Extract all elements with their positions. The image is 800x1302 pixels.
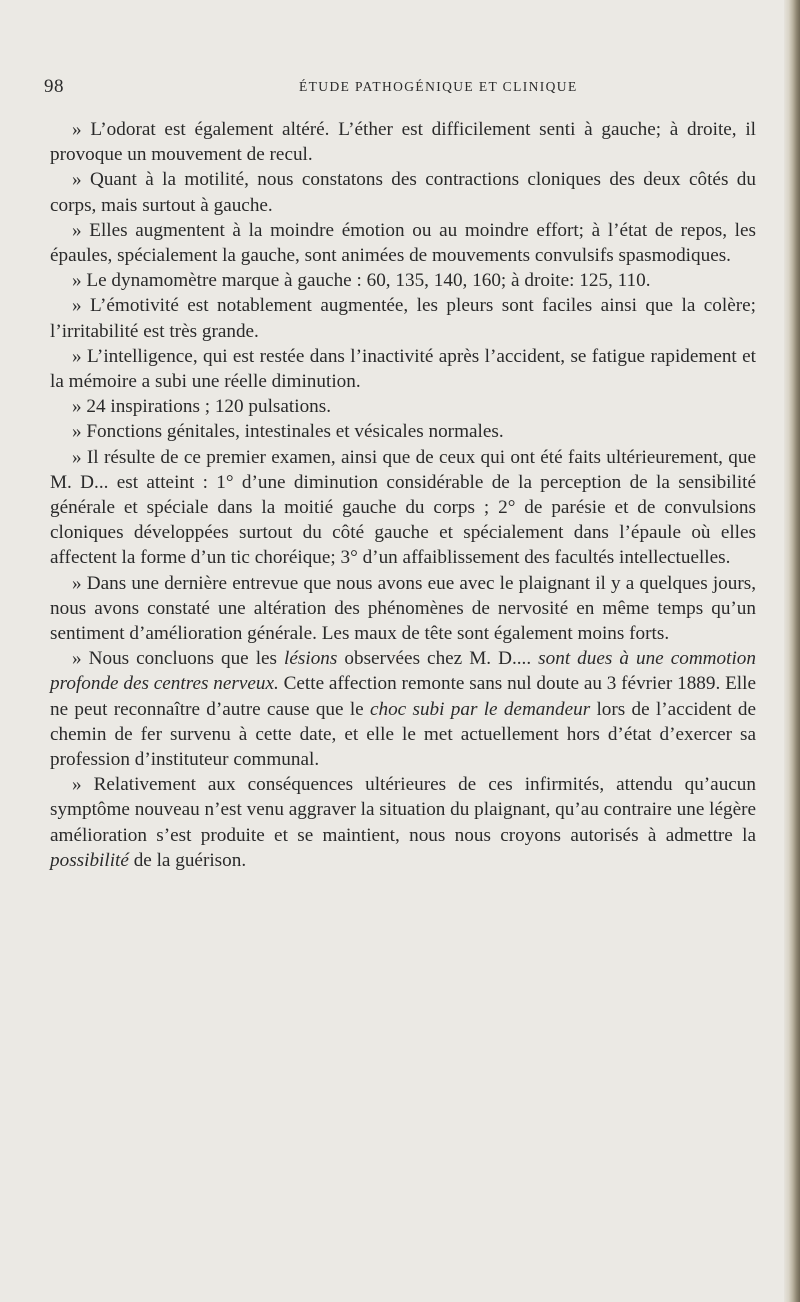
paragraph: » 24 inspirations ; 120 pulsations. — [72, 396, 332, 418]
paragraph: » L’odorat est également altéré. L’éther est difficilement senti à gauche; à droite, il provoque un mouvement de recul. — [50, 119, 756, 166]
paragraph: » Elles augmentent à la moindre émotion ou au moindre effort; à l’état de repos, les épaules, spécialement la gauche, sont animées de mouvements convulsifs spasmodiques. — [50, 219, 756, 267]
italic-run: sont dues à une commotion profonde des centres nerveux. — [50, 648, 756, 695]
text-run: lors de l’accident de chemin de fer survenu à cette date, et elle le met actuellement hors d’état d’exercer sa profession d’instituteur communal. — [50, 698, 756, 771]
text-run: » Relativement aux conséquences ultérieures de ces infirmités, attendu qu’aucun symptôme nouveau n’est venu aggraver la situation du plaignant, qu’au contraire une légère amélioration s’est produite et se maintient, nous nous croyons autorisés à admettre la — [50, 774, 756, 846]
page-number: 98 — [44, 76, 64, 97]
paragraph: » L’intelligence, qui est restée dans l’inactivité après l’accident, se fatigue rapidement et la mémoire a subi une réelle diminution. — [50, 345, 756, 393]
paragraph: » Il résulte de ce premier examen, ainsi que de ceux qui ont été faits ultérieurement, que M. D... est atteint : 1° d’une diminution considérable de la perception de la sensibilité générale et spéciale dans la moitié gauche du corps ; 2° de parésie et de convulsions cloniques développées surtout du côté gauche et spécialement dans l’épaule où elles affectent la forme d’un tic choréique; 3° d’un affaiblissement des facultés intellectuelles. — [50, 446, 756, 569]
text-run: Cette affection remonte sans nul doute au 3 février 1889. Elle ne peut reconnaître d’autre cause que le — [50, 673, 756, 720]
paragraph: » Fonctions génitales, intestinales et vésicales normales. — [72, 421, 504, 443]
paragraph: » Quant à la motilité, nous constatons des contractions cloniques des deux côtés du corps, mais surtout à gauche. — [50, 169, 756, 216]
page-edge-shadow — [784, 0, 800, 1302]
paragraph: » Le dynamomètre marque à gauche : 60, 135, 140, 160; à droite: 125, 110. — [72, 270, 651, 292]
italic-run: choc subi par le demandeur — [369, 698, 591, 720]
running-title: ÉTUDE PATHOGÉNIQUE ET CLINIQUE — [299, 79, 578, 94]
paragraph — [50, 772, 756, 873]
text-run: de la guérison. — [128, 849, 247, 871]
italic-run: lésions — [284, 648, 338, 670]
page-header — [44, 76, 784, 100]
text-run: observées chez M. D.... — [337, 648, 539, 670]
paragraph: » L’émotivité est notablement augmentée, les pleurs sont faciles ainsi que la colère; l’irritabilité est très grande. — [50, 295, 756, 342]
paragraph: » Dans une dernière entrevue que nous avons eue avec le plaignant il y a quelques jours, nous avons constaté une altération des phénomènes de nervosité en même temps qu’un sentiment d’amélioration générale. Les maux de tête sont également moins forts. — [50, 572, 756, 645]
paragraph — [50, 646, 756, 772]
italic-run: possibilité — [50, 849, 129, 871]
text-body — [50, 117, 756, 873]
text-run: » Nous concluons que les — [72, 648, 285, 670]
